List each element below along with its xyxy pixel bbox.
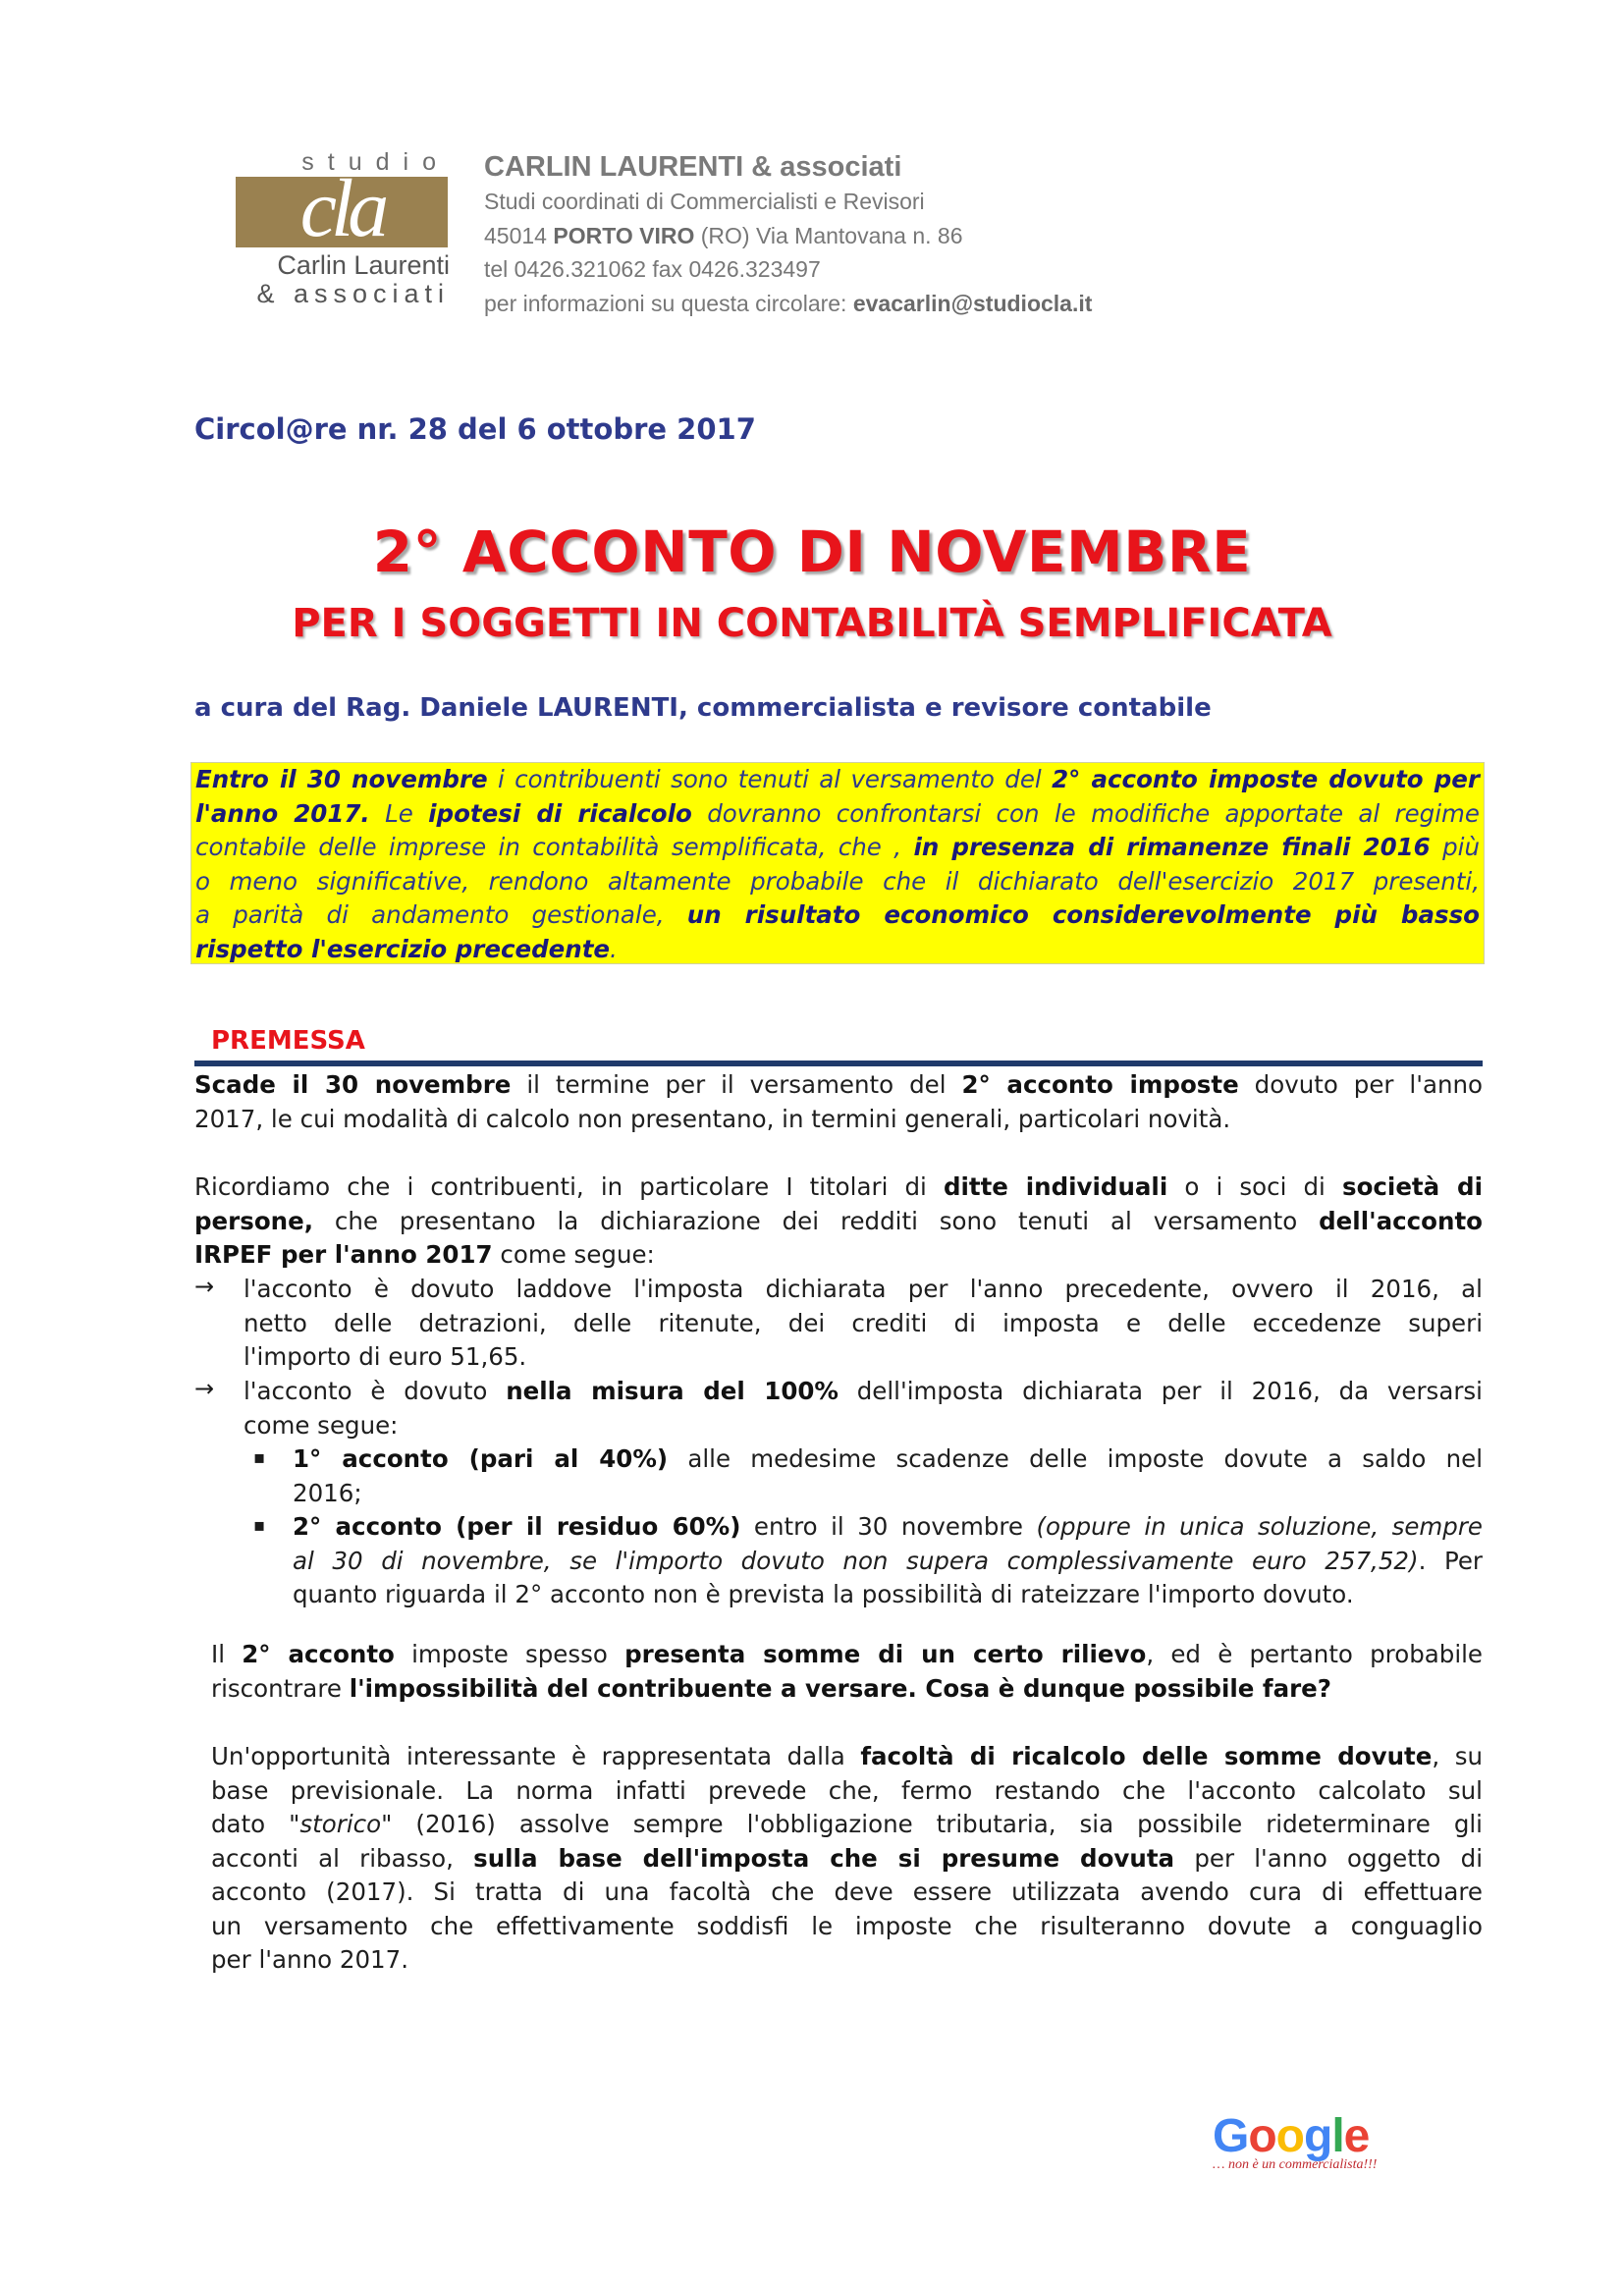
section-rule	[194, 1061, 1483, 1066]
document-title: 2° ACCONTO DI NOVEMBRE	[372, 518, 1252, 585]
firm-info	[484, 149, 1270, 320]
paragraph-1: Scade il 30 novembre il termine per il versamento del 2° acconto imposte dovuto per l'anno 2017, le cui modalità di calcolo non presentano, in termini generali, particolari novità.	[194, 1070, 1484, 1133]
list-item: l'acconto è dovuto laddove l'imposta dichiarata per l'anno precedente, ovvero il 2016, al netto delle detrazioni, delle ritenute, dei crediti di imposta e delle eccedenze superi l'importo di euro 51,65.	[244, 1275, 1483, 1371]
contact-email[interactable]: evacarlin@studiocla.it	[852, 290, 1093, 316]
section-heading: PREMESSA	[211, 1026, 365, 1056]
summary-line: l'anno 2017. Le ipotesi di ricalcolo dovranno confrontarsi con le modifiche apportate al regime	[195, 798, 1480, 828]
logo-name-line1: Carlin Laurenti	[277, 250, 450, 280]
paragraph-2: Ricordiamo che i contribuenti, in particolare I titolari di ditte individuali o i soci di società di persone, che presentano la dichiarazione dei redditi sono tenuti al versamento dell'acconto IRPEF per l'anno 2017 come segue:	[194, 1172, 1483, 1269]
firm-phone: tel 0426.321062 fax 0426.323497	[484, 256, 821, 282]
list-item: l'acconto è dovuto nella misura del 100% dell'imposta dichiarata per il 2016, da versarsi come segue:	[244, 1377, 1483, 1440]
summary-line: a parità di andamento gestionale, un risultato economico considerevolmente più basso	[195, 900, 1480, 929]
summary-line: Entro il 30 novembre i contribuenti sono tenuti al versamento del 2° acconto imposte dovuto per	[195, 765, 1480, 793]
firm-contact: per informazioni su questa circolare: evacarlin@studiocla.it	[484, 290, 1093, 316]
author-line: a cura del Rag. Daniele LAURENTI, commercialista e revisore contabile	[194, 693, 1212, 723]
circolare-number: Circol@re nr. 28 del 6 ottobre 2017	[194, 412, 756, 446]
document-subtitle: PER I SOGGETTI IN CONTABILITÀ SEMPLIFICATA	[292, 601, 1332, 646]
logo-studio-text: studio	[301, 148, 450, 176]
logo-name-line2: & associati	[256, 279, 450, 308]
google-tagline: … non è un commercialista!!!	[1213, 2157, 1378, 2172]
sub-list-item: 1° acconto (pari al 40%) alle medesime scadenze delle imposte dovute a saldo nel 2016;	[293, 1444, 1483, 1507]
square-bullet-icon: ▪	[253, 1447, 266, 1468]
google-wordmark: Google	[1213, 2110, 1370, 2162]
google-logo	[1213, 2109, 1380, 2173]
logo-mark	[236, 177, 448, 247]
logo-mark-text: cla	[299, 177, 384, 247]
summary-line: contabile delle imprese in contabilità semplificata, che , in presenza di rimanenze finali 2016 più	[195, 833, 1480, 861]
sub-list-item: 2° acconto (per il residuo 60%) entro il 30 novembre (oppure in unica soluzione, sempre al 30 di novembre, se l'importo dovuto non supera complessivamente euro 257,52). Per quanto riguarda il 2° acconto non è prevista la possibilità di rateizzare l'importo dovuto.	[293, 1512, 1483, 1608]
square-bullet-icon: ▪	[253, 1515, 266, 1536]
summary-line: o meno significative, rendono altamente probabile che il dichiarato dell'esercizio 2017 presenti,	[195, 866, 1480, 896]
arrow-bullet-icon: →	[194, 1375, 215, 1402]
firm-name: CARLIN LAURENTI & associati	[484, 151, 902, 183]
studio-logo	[236, 149, 452, 316]
summary-highlight-box	[190, 762, 1485, 964]
summary-line: rispetto l'esercizio precedente.	[195, 934, 618, 963]
firm-line1: Studi coordinati di Commercialisti e Revisori	[484, 189, 925, 214]
paragraph-4: Un'opportunità interessante è rappresentata dalla facoltà di ricalcolo delle somme dovute, su base previsionale. La norma infatti prevede che, fermo restando che l'acconto calcolato sul dato "storico" (2016) assolve sempre l'obbligazione tributaria, sia possibile rideterminare gli acconti al ribasso, sulla base dell'imposta che si presume dovuta per l'anno oggetto di acconto (2017). Si tratta di una facoltà che deve essere utilizzata avendo cura di effettuare un versamento che effettivamente soddisfi le imposte che risulteranno dovute a conguaglio per l'anno 2017.	[211, 1742, 1483, 1974]
paragraph-3: Il 2° acconto imposte spesso presenta somme di un certo rilievo, ed è pertanto probabile riscontrare l'impossibilità del contribuente a versare. Cosa è dunque possibile fare?	[211, 1640, 1484, 1703]
arrow-bullet-icon: →	[194, 1273, 215, 1300]
firm-address: 45014 PORTO VIRO (RO) Via Mantovana n. 86	[484, 222, 963, 248]
